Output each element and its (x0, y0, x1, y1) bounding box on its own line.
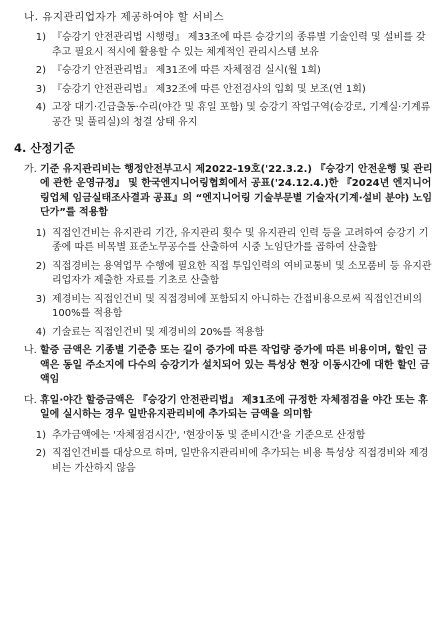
list-item (24, 64, 434, 79)
section-title: 4. 산정기준 (14, 141, 75, 156)
paragraph-ga (24, 163, 434, 221)
list-item (24, 429, 434, 444)
paragraph-marker: 나. (24, 345, 37, 357)
paragraph-text: 할증 금액은 기종별 기준층 또는 길이 증가에 따른 작업량 증가에 따른 비용이며, 할인 금액은 동일 주소지에 다수의 승강기가 설치되어 있는 특성상 현장 이동시간에 대한 할인 금액임 (40, 345, 430, 386)
item-number: 1) (35, 429, 46, 441)
item-text: 직접인건비는 유지관리 기간, 유지관리 횟수 및 유지관리 인력 등을 고려하여 승강기 기종에 따른 비목별 표준노무공수를 산출하여 시중 노임단가를 곱하여 산출함 (52, 227, 429, 254)
item-text: 고장 대기·긴급출동·수리(야간 및 휴일 포함) 및 승강기 작업구역(승강로, 기계실·기계류 공간 및 풀리실)의 청결 상태 유지 (52, 102, 431, 128)
paragraph-text: 기준 유지관리비는 행정안전부고시 제2022-19호('22.3.2.) 『승강기 안전운행 및 관리에 관한 운영규정』 및 한국엔지니어링협회에서 공표('24.12.4.)한 『2024년 엔지니어링업체 임금실태조사결과 공표』의 “엔지니어링 기술부문별 기술자(기계·설비 분야) 노임단가”를 적용함 (40, 163, 433, 219)
criteria-list (24, 227, 434, 341)
item-number: 2) (35, 260, 46, 272)
surcharge-list (24, 429, 434, 477)
item-text: 『승강기 안전관리법』 제31조에 따른 자체점검 실시(월 1회) (52, 65, 321, 77)
item-text: 직접인건비를 대상으로 하며, 일반유지관리비에 추가되는 비용 특성상 직접경비와 제경비는 가산하지 않음 (52, 448, 429, 474)
service-list (24, 31, 434, 130)
list-item (24, 101, 434, 130)
list-item (24, 447, 434, 476)
paragraph-text: 휴일·야간 할증금액은 『승강기 안전관리법』 제31조에 규정한 자체점검을 야간 또는 휴일에 실시하는 경우 일반유지관리비에 추가되는 금액을 의미함 (40, 394, 428, 421)
item-number: 1) (35, 227, 46, 239)
paragraph-na (24, 344, 434, 388)
item-number: 4) (35, 326, 46, 338)
paragraph-marker: 가. (24, 163, 37, 175)
list-item (24, 31, 434, 60)
list-item (24, 83, 434, 98)
item-number: 3) (35, 83, 46, 95)
item-number: 2) (35, 448, 46, 460)
list-item (24, 260, 434, 289)
item-number: 2) (35, 65, 46, 77)
item-number: 1) (35, 32, 46, 44)
paragraph-marker: 다. (24, 394, 37, 406)
item-text: 『승강기 안전관리법』 제32조에 따른 안전검사의 입회 및 보조(연 1회) (52, 83, 366, 95)
list-item (24, 227, 434, 256)
list-item (24, 293, 434, 322)
item-text: 직접경비는 용역업무 수행에 필요한 직접 투입인력의 여비교통비 및 소모품비 등 유지관리업자가 제출한 자료를 기초로 산출함 (52, 260, 432, 287)
item-number: 3) (35, 293, 46, 305)
item-text: 기술료는 직접인건비 및 제경비의 20%를 적용함 (52, 326, 264, 338)
item-text: 『승강기 안전관리법 시행령』 제33조에 따른 승강기의 종류별 기술인력 및 설비를 갖추고 필요시 적시에 활용할 수 있는 체계적인 관리시스템 보유 (52, 32, 426, 58)
item-number: 4) (35, 102, 46, 114)
list-item (24, 326, 434, 341)
item-text: 추가금액에는 '자체점검시간', '현장이동 및 준비시간'을 기준으로 산정함 (52, 429, 366, 441)
item-text: 제경비는 직접인건비 및 직접경비에 포함되지 아니하는 간접비용으로써 직접인건비의 100%를 적용함 (52, 293, 423, 320)
subsection-heading: 나. 유지관리업자가 제공하여야 할 서비스 (24, 11, 225, 23)
paragraph-da (24, 394, 434, 423)
